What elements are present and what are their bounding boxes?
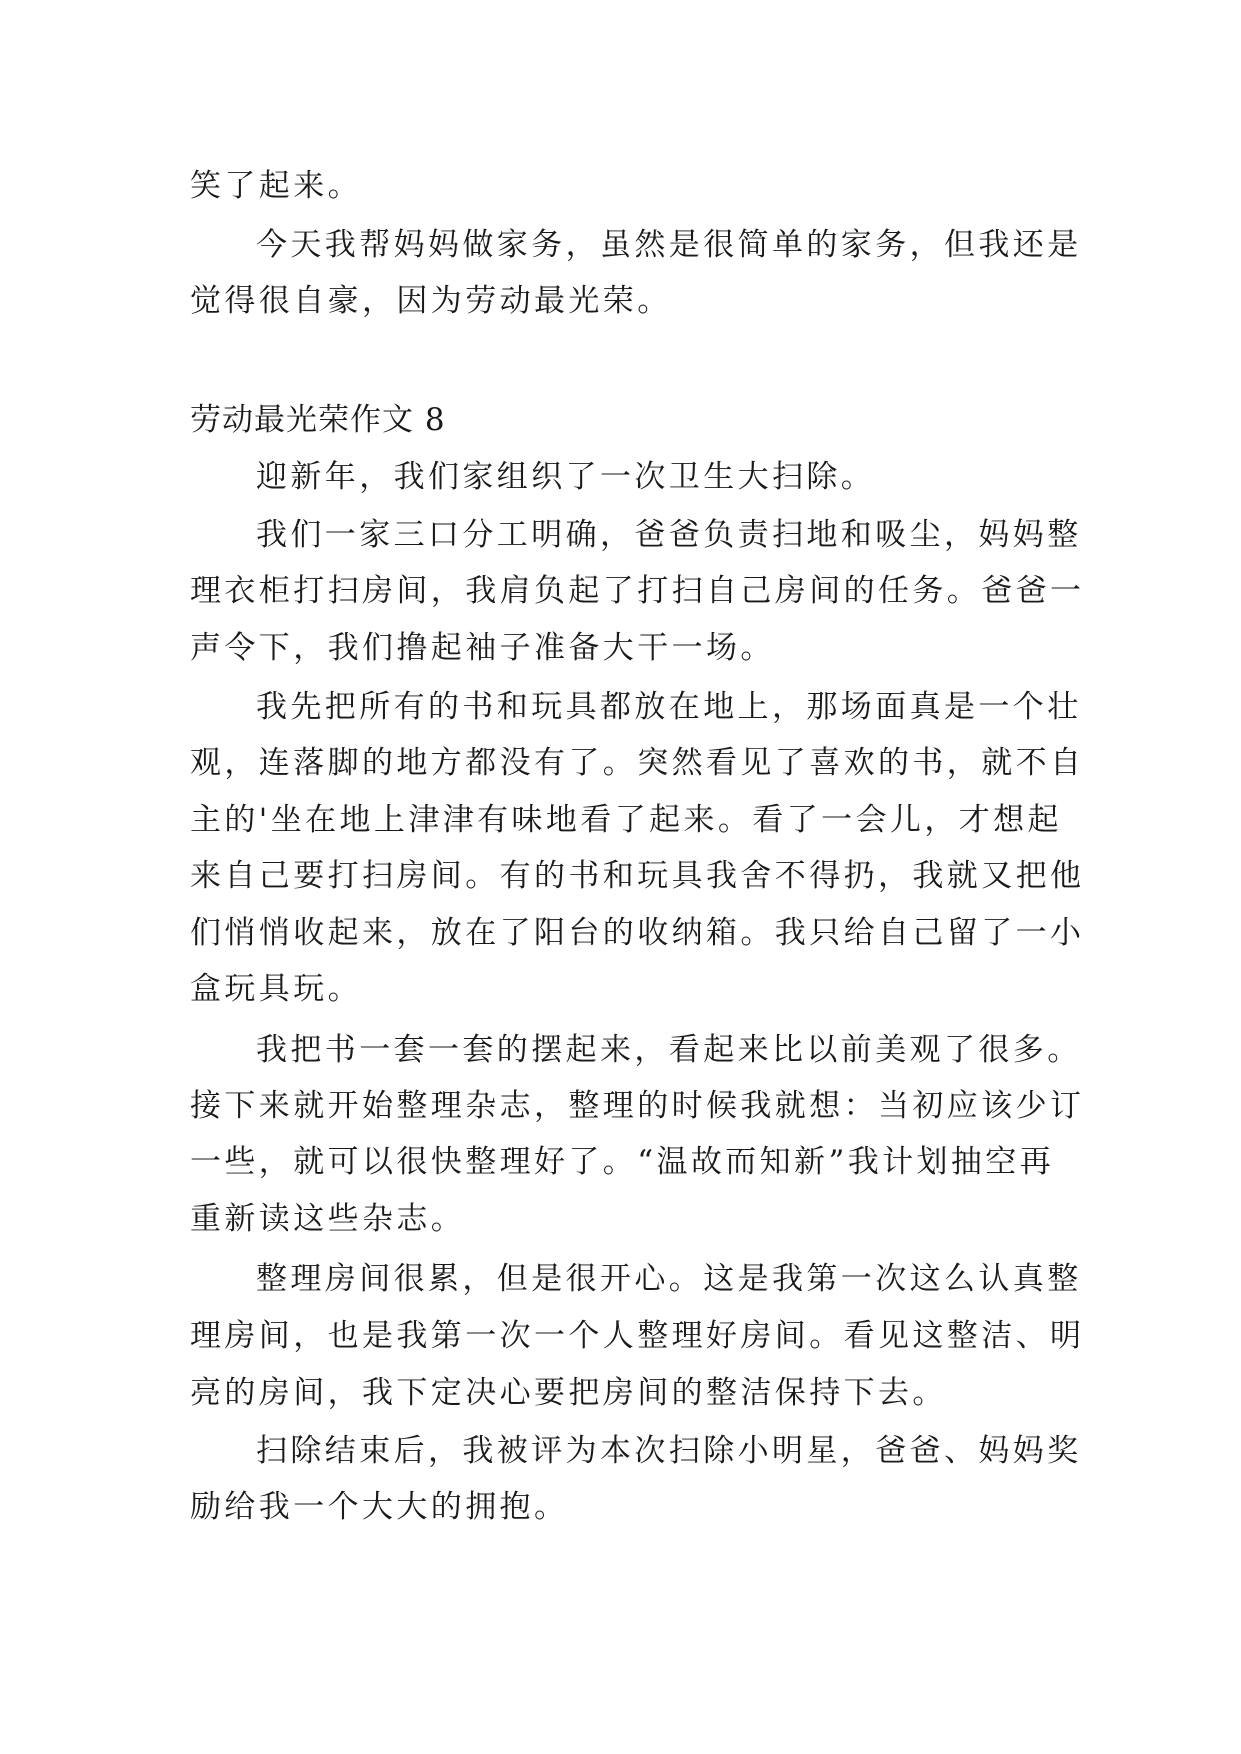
text-line: 来自己要打扫房间。有的书和玩具我舍不得扔，我就又把他 — [190, 858, 1085, 894]
paragraph-first-line: 我先把所有的书和玩具都放在地上，那场面真是一个壮 — [256, 689, 1082, 725]
text-line: 亮的房间，我下定决心要把房间的整洁保持下去。 — [190, 1375, 947, 1411]
text-line: 笑了起来。 — [190, 168, 362, 204]
text-line: 们悄悄收起来，放在了阳台的收纳箱。我只给自己留了一小 — [190, 915, 1085, 951]
text-line: 声令下，我们撸起袖子准备大干一场。 — [190, 630, 775, 666]
paragraph-first-line: 我把书一套一套的摆起来，看起来比以前美观了很多。 — [256, 1032, 1082, 1068]
paragraph-first-line: 扫除结束后，我被评为本次扫除小明星，爸爸、妈妈奖 — [256, 1433, 1082, 1469]
paragraph-first-line: 迎新年，我们家组织了一次卫生大扫除。 — [256, 459, 876, 495]
paragraph-first-line: 我们一家三口分工明确，爸爸负责扫地和吸尘，妈妈整 — [256, 517, 1082, 553]
text-line: 盒玩具玩。 — [190, 971, 362, 1007]
text-line: 理房间，也是我第一次一个人整理好房间。看见这整洁、明 — [190, 1318, 1085, 1354]
text-line: 观，连落脚的地方都没有了。突然看见了喜欢的书，就不自 — [190, 745, 1085, 781]
text-line: 接下来就开始整理杂志，整理的时候我就想：当初应该少订 — [190, 1088, 1085, 1124]
text-line: 主的'坐在地上津津有味地看了起来。看了一会儿，才想起 — [190, 802, 1062, 838]
text-line: 觉得很自豪，因为劳动最光荣。 — [190, 283, 672, 319]
paragraph-first-line: 整理房间很累，但是很开心。这是我第一次这么认真整 — [256, 1261, 1082, 1297]
section-title: 劳动最光荣作文 8 — [190, 402, 446, 438]
text-line: 励给我一个大大的拥抱。 — [190, 1489, 569, 1525]
paragraph-first-line: 今天我帮妈妈做家务，虽然是很简单的家务，但我还是 — [256, 227, 1082, 263]
text-line: 一些，就可以很快整理好了。“温故而知新”我计划抽空再 — [190, 1144, 1055, 1180]
text-line: 理衣柜打扫房间，我肩负起了打扫自己房间的任务。爸爸一 — [190, 573, 1085, 609]
text-line: 重新读这些杂志。 — [190, 1201, 466, 1237]
